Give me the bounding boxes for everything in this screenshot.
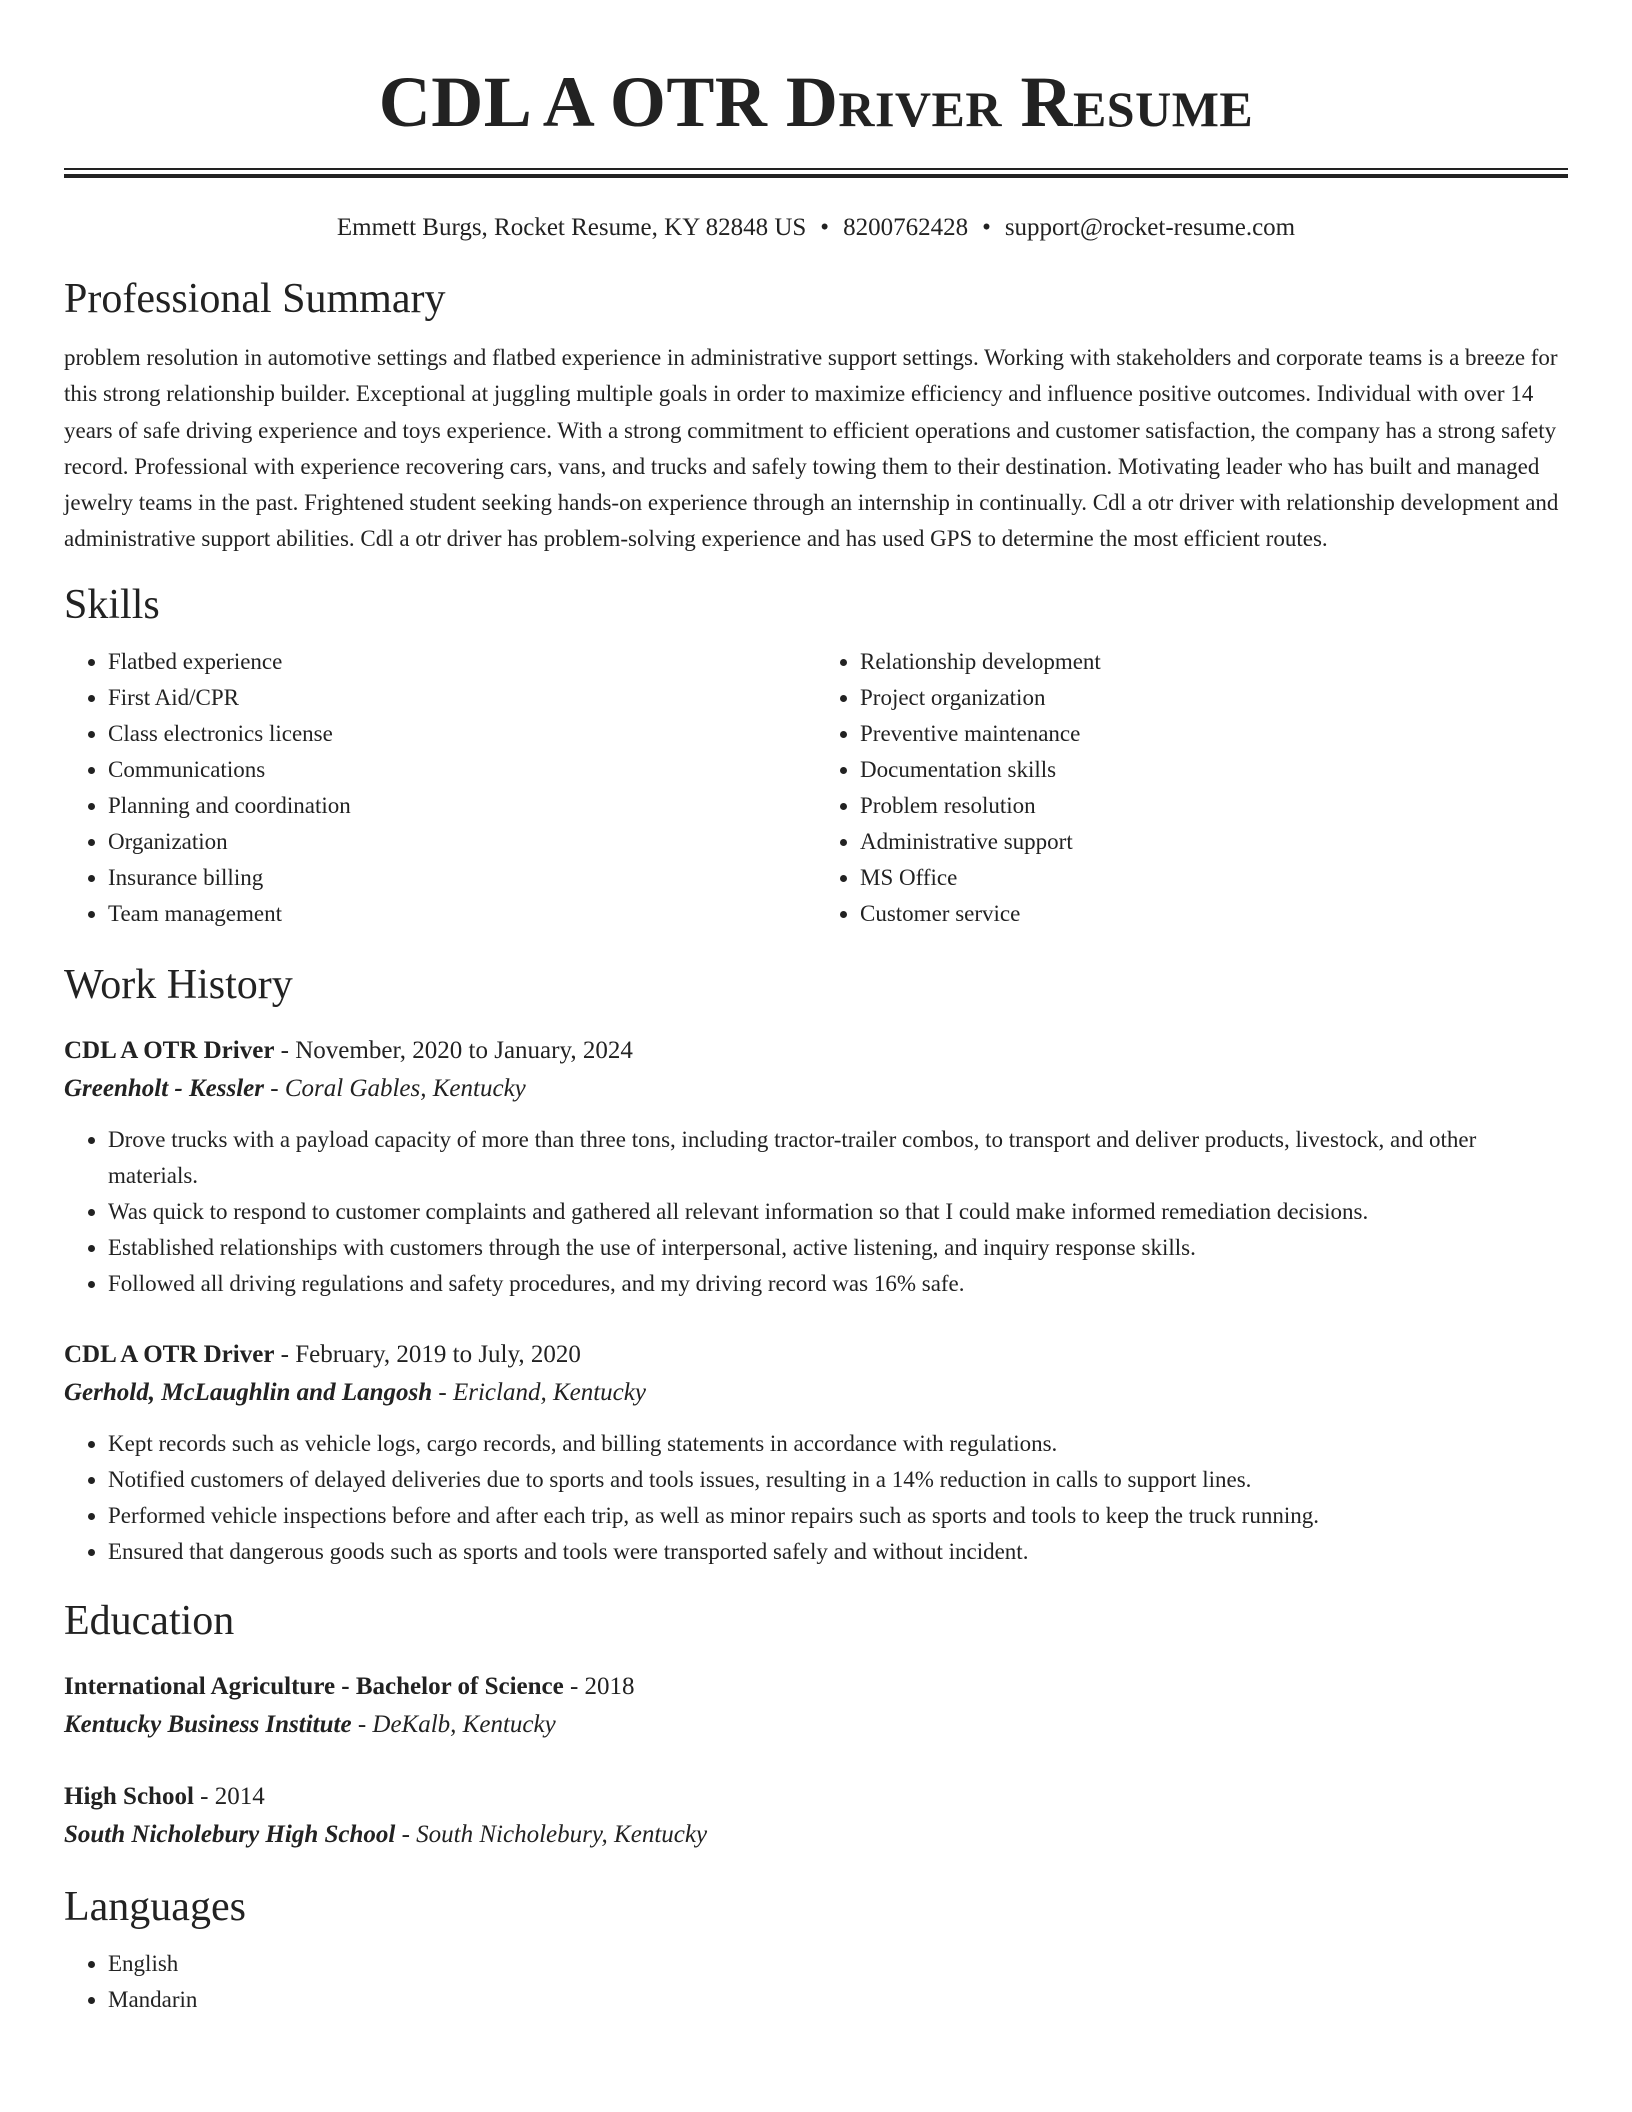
job-title-line (64, 1336, 1568, 1374)
skill-item: • Organization (108, 824, 816, 860)
job-title: CDL A OTR Driver (64, 1340, 275, 1368)
language-item: • Mandarin (108, 1982, 1568, 2018)
title-divider (64, 168, 1568, 178)
degree-name: High School (64, 1782, 194, 1810)
skill-item: • Class electronics license (108, 716, 816, 752)
languages-heading: Languages (64, 1883, 246, 1930)
job-location: - Coral Gables, Kentucky (264, 1074, 526, 1102)
school-name: Kentucky Business Institute (64, 1710, 352, 1738)
summary-text: problem resolution in automotive settings and flatbed experience in administrative support settings. Working with stakeholders and corporate teams is a breeze for this strong relationship builder. Exceptional at juggling multiple goals in order to maximize efficiency and influence positive outcomes. Individual with over 14 years of safe driving experience and toys experience. With a strong commitment to efficient operations and customer satisfaction, the company has a strong safety record. Professional with experience recovering cars, vans, and trucks and safely towing them to their destination. Motivating leader who has built and managed jewelry teams in the past. Frightened student seeking hands-on experience through an internship in continually. Cdl a otr driver with relationship development and administrative support abilities. Cdl a otr driver has problem-solving experience and has used GPS to determine the most efficient routes. (64, 345, 1559, 552)
school-name: South Nicholebury High School (64, 1820, 396, 1848)
skill-item: • Communications (108, 752, 816, 788)
education-heading: Education (64, 1597, 235, 1644)
skill-item: • Flatbed experience (108, 644, 816, 680)
contact-email: support@rocket-resume.com (1004, 214, 1296, 241)
job-location: - Ericland, Kentucky (432, 1378, 646, 1406)
job-company: Gerhold, McLaughlin and Langosh (64, 1378, 433, 1406)
job-bullets (64, 1426, 1568, 1570)
education-entry (64, 1668, 1568, 1744)
school-location: - DeKalb, Kentucky (351, 1710, 556, 1738)
contact-phone: 8200762428 (843, 214, 969, 241)
skill-item: • First Aid/CPR (108, 680, 816, 716)
skill-item: • Team management (108, 896, 816, 932)
job-title-line (64, 1032, 1568, 1070)
education-section (64, 1596, 1568, 1854)
contact-address: Emmett Burgs, Rocket Resume, KY 82848 US (336, 214, 807, 241)
languages-section (64, 1882, 1568, 2018)
job-employer-line (64, 1070, 1568, 1108)
skill-item: • Insurance billing (108, 860, 816, 896)
skills-heading: Skills (64, 581, 160, 628)
school-line (64, 1706, 1568, 1744)
skill-item: • Planning and coordination (108, 788, 816, 824)
job-bullet: • Was quick to respond to customer complaints and gathered all relevant information so that I could make informed remediation decisions. (108, 1194, 1568, 1230)
contact-separator: • (820, 214, 830, 241)
job-bullet: • Followed all driving regulations and safety procedures, and my driving record was 16% safe. (108, 1266, 1568, 1302)
skill-item: • Problem resolution (860, 788, 1568, 824)
skills-columns (64, 644, 1568, 932)
skill-item: • Preventive maintenance (860, 716, 1568, 752)
job-dates: - November, 2020 to January, 2024 (274, 1036, 633, 1064)
languages-list (64, 1946, 1568, 2018)
skill-item: • MS Office (860, 860, 1568, 896)
job-bullet: • Ensured that dangerous goods such as sports and tools were transported safely and without incident. (108, 1534, 1568, 1570)
work-history-heading: Work History (64, 961, 293, 1008)
job-bullet: • Established relationships with customers through the use of interpersonal, active listening, and inquiry response skills. (108, 1230, 1568, 1266)
work-history-section (64, 960, 1568, 1570)
job-bullet: • Performed vehicle inspections before and after each trip, as well as minor repairs such as sports and tools to keep the truck running. (108, 1498, 1568, 1534)
school-line (64, 1816, 1568, 1854)
job-bullet: • Notified customers of delayed deliveries due to sports and tools issues, resulting in a 14% reduction in calls to support lines. (108, 1462, 1568, 1498)
degree-year: - 2014 (193, 1782, 265, 1810)
job-bullet: • Drove trucks with a payload capacity of more than three tons, including tractor-trailer combos, to transport and deliver products, livestock, and other materials. (108, 1122, 1568, 1194)
summary-heading: Professional Summary (64, 276, 446, 322)
degree-line (64, 1668, 1568, 1706)
degree-line (64, 1778, 1568, 1816)
job-title: CDL A OTR Driver (64, 1036, 275, 1064)
skills-section (64, 580, 1568, 932)
skills-list-left (64, 644, 816, 932)
language-item: • English (108, 1946, 1568, 1982)
skill-item: • Project organization (860, 680, 1568, 716)
job-employer-line (64, 1374, 1568, 1412)
degree-year: - 2018 (563, 1672, 635, 1700)
skill-item: • Relationship development (860, 644, 1568, 680)
job-bullets (64, 1122, 1568, 1302)
job-dates: - February, 2019 to July, 2020 (274, 1340, 581, 1368)
contact-line (64, 212, 1568, 244)
skill-item: • Documentation skills (860, 752, 1568, 788)
job-entry (64, 1032, 1568, 1302)
job-entry (64, 1336, 1568, 1570)
job-bullet: • Kept records such as vehicle logs, cargo records, and billing statements in accordance with regulations. (108, 1426, 1568, 1462)
contact-separator: • (982, 214, 991, 241)
job-company: Greenholt - Kessler (64, 1074, 264, 1102)
skill-item: • Administrative support (860, 824, 1568, 860)
summary-section (64, 274, 1568, 558)
page-title: CDL A OTR Driver Resume (378, 62, 1254, 142)
school-location: - South Nicholebury, Kentucky (395, 1820, 708, 1848)
skill-item: • Customer service (860, 896, 1568, 932)
skills-list-right (816, 644, 1568, 932)
education-entry (64, 1778, 1568, 1854)
degree-name: International Agriculture - Bachelor of Science (64, 1672, 564, 1700)
